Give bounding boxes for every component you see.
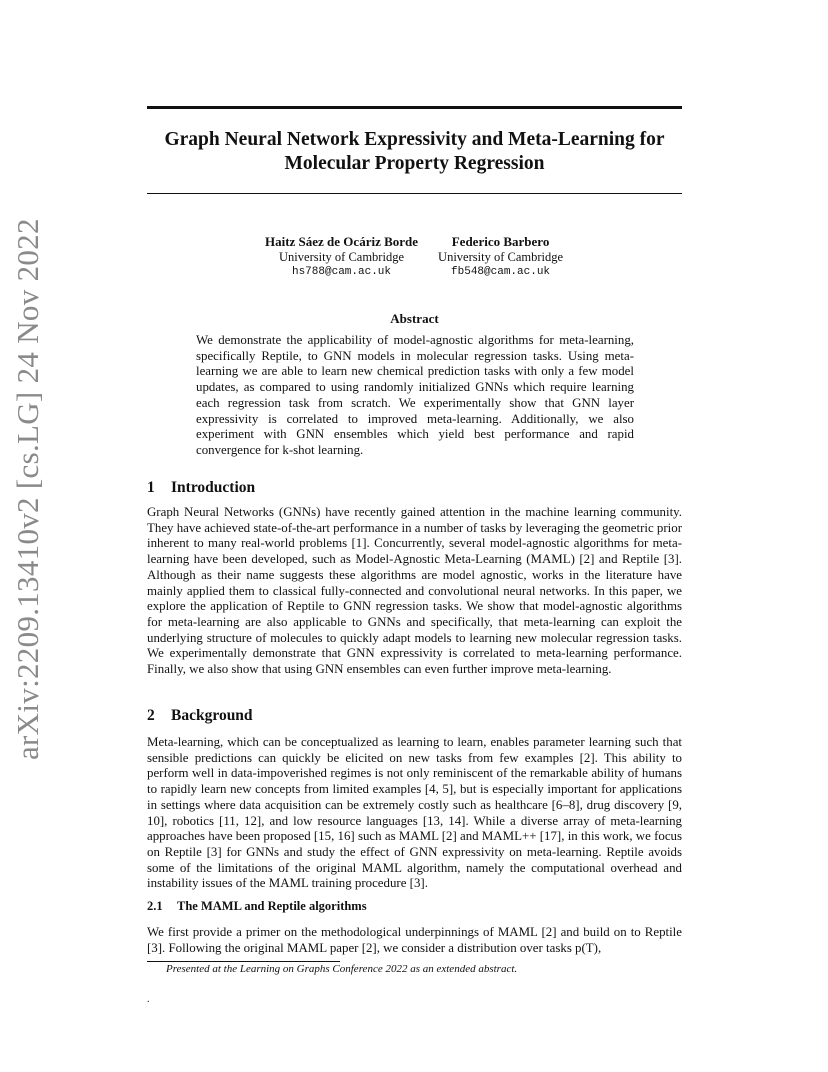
author-name: Haitz Sáez de Ocáriz Borde	[264, 234, 419, 249]
footnote-rule	[147, 961, 340, 962]
subsection-number: 2.1	[147, 899, 163, 913]
abstract-heading: Abstract	[390, 311, 439, 326]
subsection-title: The MAML and Reptile algorithms	[177, 899, 367, 913]
author-1	[265, 234, 418, 280]
title-bottom-rule	[147, 193, 682, 194]
title-top-rule	[147, 106, 682, 109]
author-email: hs788@cam.ac.uk	[291, 266, 392, 278]
author-block	[0, 234, 828, 280]
section-number: 1	[147, 479, 155, 496]
author-email: fb548@cam.ac.uk	[451, 266, 551, 278]
section-title: Introduction	[171, 479, 256, 496]
abstract-text: We demonstrate the applicability of model-agnostic algorithms for meta-learning, specifically Reptile, to GNN models in molecular regression tasks. Using meta-learning we are able to learn new chemical prediction tasks with only a few model updates, as compared to using randomly initialized GNNs which require learning each regression task from scratch. We experimentally show that GNN layer expressivity is correlated to improved meta-learning. Additionally, we also experiment with GNN ensembles which yield best performance and rapid convergence for k-shot learning.	[196, 333, 634, 457]
section-number: 2	[147, 707, 155, 724]
footnote: Presented at the Learning on Graphs Conference 2022 as an extended abstract.	[166, 963, 518, 975]
author-affiliation: University of Cambridge	[438, 250, 564, 264]
author-2	[438, 234, 563, 280]
section-heading-introduction	[147, 479, 255, 497]
subsection-heading-maml	[147, 899, 367, 914]
introduction-paragraph	[147, 505, 682, 678]
arxiv-stamp: arXiv:2209.13410v2 [cs.LG] 24 Nov 2022	[10, 218, 45, 760]
section-heading-background	[147, 707, 253, 725]
introduction-text: Graph Neural Networks (GNNs) have recently gained attention in the machine learning community. They have achieved state-of-the-art performance in a number of tasks by leveraging the geometric prior inherent to many real-world problems [1]. Concurrently, several model-agnostic algorithms for meta-learning have been developed, such as Model-Agnostic Meta-Learning (MAML) [2] and Reptile [3]. Although as their name suggests these algorithms are model agnostic, works in the literature have mainly applied them to classical fully-connected and convolutional neural networks. In this paper, we explore the application of Reptile to GNN regression tasks. We show that model-agnostic algorithms for meta-learning are also applicable to GNNs and specifically, that meta-learning can exploit the underlying structure of molecules to quickly adapt models to learning new molecular regression tasks. We experimentally demonstrate that GNN expressivity is correlated to meta-learning performance. Finally, we also show that using GNN ensembles can even further improve meta-learning.	[147, 505, 682, 677]
page-mark: .	[147, 994, 150, 1005]
maml-paragraph	[147, 925, 682, 956]
background-text: Meta-learning, which can be conceptualized as learning to learn, enables parameter learning such that sensible predictions can quickly be elicited on new tasks from few examples [2]. This ability to perform well in data-impoverished regimes is not only reminiscent of the remarkable ability of humans to rapidly learn new concepts from limited examples [4, 5], but is especially important for applications in settings where data acquisition can be extremely costly such as healthcare [6–8], drug discovery [9, 10], robotics [11, 12], and low resource languages [13, 14]. While a diverse array of meta-learning approaches have been proposed [15, 16] such as MAML [2] and MAML++ [17], in this work, we focus on Reptile [3] for GNNs and study the effect of GNN expressivity on meta-learning. Reptile avoids some of the limitations of the original MAML algorithm, namely the computational overhead and instability issues of the MAML training procedure [3].	[147, 735, 682, 891]
paper-title: Graph Neural Network Expressivity and Meta-Learning for Molecular Property Regression	[164, 129, 665, 174]
section-title: Background	[171, 707, 253, 724]
background-paragraph	[147, 735, 682, 892]
maml-text: We first provide a primer on the methodological underpinnings of MAML [2] and build on to Reptile [3]. Following the original MAML paper [2], we consider a distribution over tasks p(T),	[147, 925, 682, 955]
author-affiliation: University of Cambridge	[279, 250, 404, 264]
author-name: Federico Barbero	[451, 234, 550, 249]
